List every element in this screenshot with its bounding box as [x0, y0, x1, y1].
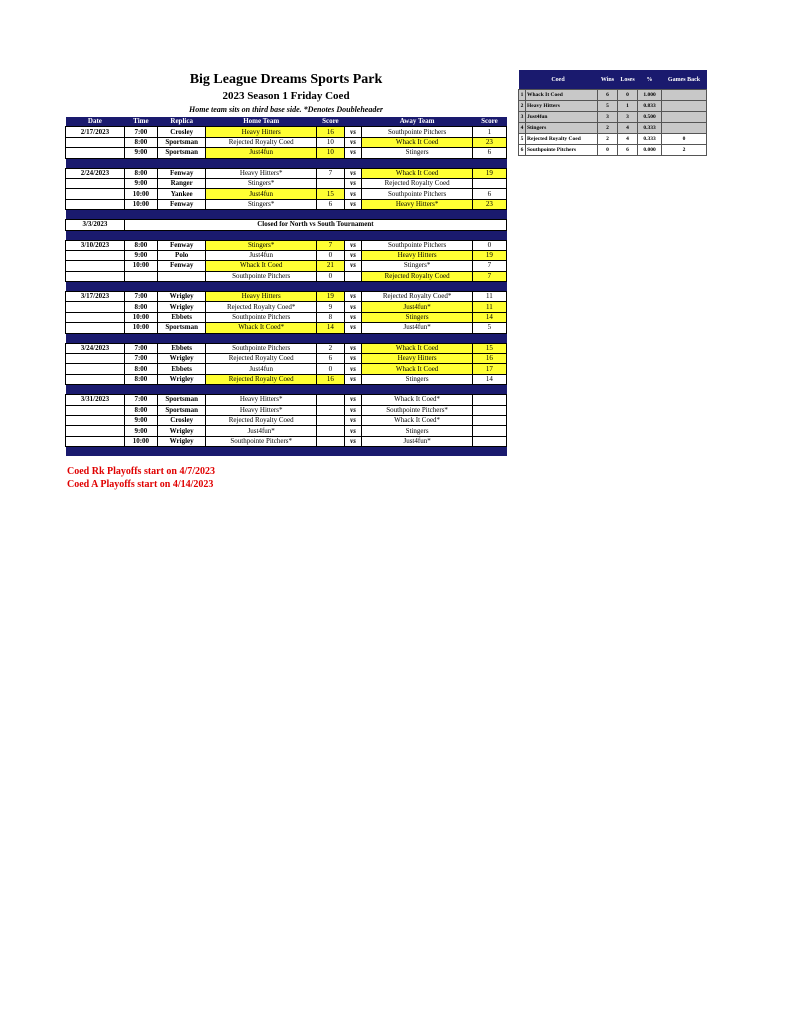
vs-cell: vs	[344, 178, 362, 188]
time-cell	[124, 271, 157, 281]
date-cell: 2/24/2023	[66, 168, 125, 178]
date-cell	[66, 189, 125, 199]
header-away-team: Away Team	[362, 117, 473, 127]
away-score-cell: 1	[472, 127, 506, 137]
separator-cell	[66, 447, 507, 457]
home-team-cell: Rejected Royalty Coed	[206, 137, 317, 147]
vs-cell: vs	[344, 364, 362, 374]
away-team-cell: Stingers	[362, 312, 473, 322]
away-score-cell	[472, 436, 506, 446]
home-score-cell: 19	[316, 292, 344, 302]
replica-cell: Wrigley	[157, 436, 206, 446]
header-date: Date	[66, 117, 125, 127]
game-row	[66, 148, 507, 158]
page-subtitle: 2023 Season 1 Friday Coed	[222, 90, 350, 102]
away-team-cell: Southpointe Pitchers	[362, 240, 473, 250]
time-cell: 7:00	[124, 292, 157, 302]
home-team-cell: Just4fun*	[206, 426, 317, 436]
pct-cell: 0.333	[638, 123, 662, 134]
time-cell: 9:00	[124, 250, 157, 260]
separator-cell	[66, 158, 507, 168]
time-cell: 8:00	[124, 240, 157, 250]
home-team-cell: Rejected Royalty Coed	[206, 354, 317, 364]
playoff-note-rk: Coed Rk Playoffs start on 4/7/2023	[67, 466, 216, 477]
date-cell	[66, 354, 125, 364]
date-cell	[66, 178, 125, 188]
vs-cell: vs	[344, 395, 362, 405]
time-cell: 10:00	[124, 323, 157, 333]
date-cell	[66, 405, 125, 415]
replica-cell: Ranger	[157, 178, 206, 188]
replica-cell: Wrigley	[157, 354, 206, 364]
home-score-cell	[316, 415, 344, 425]
wins-cell: 2	[598, 123, 618, 134]
standings-row	[519, 145, 707, 156]
playoff-note-a: Coed A Playoffs start on 4/14/2023	[67, 479, 214, 490]
games-back-cell: 0	[662, 134, 707, 145]
time-cell: 7:00	[124, 354, 157, 364]
week-separator	[66, 333, 507, 343]
home-score-cell: 0	[316, 364, 344, 374]
time-cell: 10:00	[124, 436, 157, 446]
home-team-cell: Just4fun	[206, 148, 317, 158]
date-cell	[66, 199, 125, 209]
time-cell: 8:00	[124, 137, 157, 147]
away-score-cell: 14	[472, 374, 506, 384]
home-team-cell: Heavy Hitters*	[206, 405, 317, 415]
away-team-cell: Whack It Coed*	[362, 415, 473, 425]
home-score-cell: 2	[316, 343, 344, 353]
time-cell: 8:00	[124, 302, 157, 312]
away-team-cell: Stingers	[362, 426, 473, 436]
vs-cell	[344, 271, 362, 281]
game-row	[66, 323, 507, 333]
away-score-cell: 7	[472, 271, 506, 281]
date-cell	[66, 302, 125, 312]
home-team-cell: Just4fun	[206, 364, 317, 374]
replica-cell: Wrigley	[157, 426, 206, 436]
away-score-cell: 14	[472, 312, 506, 322]
date-cell: 3/10/2023	[66, 240, 125, 250]
wins-cell: 2	[598, 134, 618, 145]
date-cell: 3/3/2023	[66, 220, 125, 230]
replica-cell: Wrigley	[157, 292, 206, 302]
home-score-cell: 9	[316, 302, 344, 312]
vs-cell: vs	[344, 292, 362, 302]
vs-cell: vs	[344, 199, 362, 209]
date-cell	[66, 137, 125, 147]
away-team-cell: Heavy Hitters	[362, 250, 473, 260]
home-team-cell: Southpointe Pitchers	[206, 312, 317, 322]
home-team-cell: Southpointe Pitchers*	[206, 436, 317, 446]
away-score-cell: 11	[472, 292, 506, 302]
away-score-cell: 15	[472, 343, 506, 353]
loses-cell: 6	[618, 145, 638, 156]
standings-header-wins: Wins	[598, 70, 618, 90]
game-row	[66, 199, 507, 209]
time-cell: 9:00	[124, 426, 157, 436]
standings-header-games-back: Games Back	[662, 70, 707, 90]
away-team-cell: Southpointe Pitchers	[362, 127, 473, 137]
vs-cell: vs	[344, 323, 362, 333]
game-row	[66, 343, 507, 353]
away-score-cell	[472, 426, 506, 436]
game-row	[66, 312, 507, 322]
header-time: Time	[124, 117, 157, 127]
standings-row	[519, 134, 707, 145]
replica-cell: Fenway	[157, 168, 206, 178]
away-score-cell: 23	[472, 137, 506, 147]
away-score-cell: 6	[472, 148, 506, 158]
game-row	[66, 250, 507, 260]
game-row	[66, 271, 507, 281]
replica-cell: Sportsman	[157, 395, 206, 405]
replica-cell: Ebbets	[157, 364, 206, 374]
pct-cell: 0.500	[638, 112, 662, 123]
team-cell: Rejected Royalty Coed	[526, 134, 598, 145]
game-row	[66, 168, 507, 178]
vs-cell: vs	[344, 415, 362, 425]
vs-cell: vs	[344, 261, 362, 271]
home-score-cell: 10	[316, 148, 344, 158]
date-cell	[66, 364, 125, 374]
pct-cell: 0.833	[638, 101, 662, 112]
home-team-cell: Rejected Royalty Coed	[206, 374, 317, 384]
replica-cell: Wrigley	[157, 302, 206, 312]
away-team-cell: Stingers*	[362, 261, 473, 271]
vs-cell: vs	[344, 312, 362, 322]
header-away-score: Score	[472, 117, 506, 127]
home-team-cell: Heavy Hitters	[206, 127, 317, 137]
home-team-cell: Whack It Coed*	[206, 323, 317, 333]
away-score-cell	[472, 395, 506, 405]
home-score-cell: 8	[316, 312, 344, 322]
home-score-cell: 10	[316, 137, 344, 147]
game-row	[66, 178, 507, 188]
rank-cell: 5	[519, 134, 526, 145]
separator-cell	[66, 385, 507, 395]
away-score-cell: 19	[472, 250, 506, 260]
standings-body	[519, 90, 707, 156]
home-score-cell: 0	[316, 250, 344, 260]
rank-cell: 2	[519, 101, 526, 112]
time-cell: 9:00	[124, 148, 157, 158]
time-cell: 10:00	[124, 199, 157, 209]
away-score-cell	[472, 178, 506, 188]
away-team-cell: Stingers	[362, 148, 473, 158]
date-cell: 3/31/2023	[66, 395, 125, 405]
replica-cell: Sportsman	[157, 323, 206, 333]
week-separator	[66, 447, 507, 457]
week-separator	[66, 210, 507, 220]
home-score-cell: 7	[316, 168, 344, 178]
date-cell	[66, 148, 125, 158]
away-team-cell: Southpointe Pitchers	[362, 189, 473, 199]
away-team-cell: Rejected Royalty Coed*	[362, 292, 473, 302]
date-cell	[66, 312, 125, 322]
away-team-cell: Just4fun*	[362, 323, 473, 333]
away-team-cell: Whack It Coed	[362, 137, 473, 147]
home-team-cell: Southpointe Pitchers	[206, 343, 317, 353]
game-row	[66, 426, 507, 436]
pct-cell: 0.000	[638, 145, 662, 156]
game-row	[66, 302, 507, 312]
standings-header-loses: Loses	[618, 70, 638, 90]
time-cell: 7:00	[124, 343, 157, 353]
home-score-cell	[316, 436, 344, 446]
date-cell	[66, 415, 125, 425]
vs-cell: vs	[344, 354, 362, 364]
replica-cell: Polo	[157, 250, 206, 260]
rank-cell: 4	[519, 123, 526, 134]
separator-cell	[66, 230, 507, 240]
away-team-cell: Whack It Coed	[362, 364, 473, 374]
games-back-cell	[662, 90, 707, 101]
time-cell: 7:00	[124, 395, 157, 405]
away-score-cell	[472, 415, 506, 425]
time-cell: 9:00	[124, 415, 157, 425]
date-cell: 3/17/2023	[66, 292, 125, 302]
games-back-cell	[662, 123, 707, 134]
standings-table	[518, 70, 707, 156]
away-score-cell: 17	[472, 364, 506, 374]
replica-cell: Sportsman	[157, 137, 206, 147]
home-score-cell: 6	[316, 199, 344, 209]
date-cell	[66, 250, 125, 260]
game-row	[66, 395, 507, 405]
vs-cell: vs	[344, 148, 362, 158]
vs-cell: vs	[344, 374, 362, 384]
wins-cell: 3	[598, 112, 618, 123]
wins-cell: 5	[598, 101, 618, 112]
away-team-cell: Whack It Coed	[362, 343, 473, 353]
game-row	[66, 189, 507, 199]
replica-cell: Sportsman	[157, 148, 206, 158]
home-score-cell: 0	[316, 271, 344, 281]
wins-cell: 0	[598, 145, 618, 156]
week-separator	[66, 158, 507, 168]
home-score-cell: 21	[316, 261, 344, 271]
home-score-cell	[316, 395, 344, 405]
standings-header-row	[519, 70, 707, 90]
pct-cell: 0.333	[638, 134, 662, 145]
vs-cell: vs	[344, 240, 362, 250]
home-team-cell: Heavy Hitters*	[206, 168, 317, 178]
home-score-cell: 15	[316, 189, 344, 199]
team-cell: Southpointe Pitchers	[526, 145, 598, 156]
time-cell: 7:00	[124, 127, 157, 137]
loses-cell: 0	[618, 90, 638, 101]
replica-cell: Crosley	[157, 127, 206, 137]
header-home-team: Home Team	[206, 117, 317, 127]
game-row	[66, 127, 507, 137]
away-team-cell: Rejected Royalty Coed	[362, 271, 473, 281]
away-score-cell: 11	[472, 302, 506, 312]
separator-cell	[66, 210, 507, 220]
standings-row	[519, 90, 707, 101]
away-score-cell: 5	[472, 323, 506, 333]
away-score-cell: 7	[472, 261, 506, 271]
week-separator	[66, 230, 507, 240]
away-team-cell: Rejected Royalty Coed	[362, 178, 473, 188]
replica-cell: Ebbets	[157, 343, 206, 353]
away-team-cell: Heavy Hitters*	[362, 199, 473, 209]
replica-cell	[157, 271, 206, 281]
vs-cell: vs	[344, 343, 362, 353]
time-cell: 8:00	[124, 405, 157, 415]
away-team-cell: Just4fun*	[362, 436, 473, 446]
rank-cell: 6	[519, 145, 526, 156]
games-back-cell	[662, 101, 707, 112]
home-score-cell	[316, 405, 344, 415]
date-cell: 2/17/2023	[66, 127, 125, 137]
standings-header-coed: Coed	[519, 70, 598, 90]
closed-row	[66, 220, 507, 230]
game-row	[66, 374, 507, 384]
header-replica: Replica	[157, 117, 206, 127]
time-cell: 10:00	[124, 261, 157, 271]
home-team-cell: Heavy Hitters*	[206, 395, 317, 405]
home-score-cell	[316, 178, 344, 188]
standings-row	[519, 101, 707, 112]
team-cell: Stingers	[526, 123, 598, 134]
separator-cell	[66, 282, 507, 292]
vs-cell: vs	[344, 127, 362, 137]
home-team-cell: Whack It Coed	[206, 261, 317, 271]
game-row	[66, 405, 507, 415]
away-team-cell: Southpointe Pitchers*	[362, 405, 473, 415]
vs-cell: vs	[344, 189, 362, 199]
replica-cell: Fenway	[157, 199, 206, 209]
games-back-cell	[662, 112, 707, 123]
header-vs	[344, 117, 362, 127]
time-cell: 8:00	[124, 374, 157, 384]
away-score-cell: 0	[472, 240, 506, 250]
time-cell: 10:00	[124, 189, 157, 199]
date-cell	[66, 426, 125, 436]
loses-cell: 1	[618, 101, 638, 112]
vs-cell: vs	[344, 250, 362, 260]
time-cell: 8:00	[124, 168, 157, 178]
home-team-cell: Rejected Royalty Coed*	[206, 302, 317, 312]
time-cell: 9:00	[124, 178, 157, 188]
time-cell: 8:00	[124, 364, 157, 374]
vs-cell: vs	[344, 426, 362, 436]
wins-cell: 6	[598, 90, 618, 101]
schedule-body	[66, 127, 507, 456]
date-cell	[66, 271, 125, 281]
vs-cell: vs	[344, 436, 362, 446]
home-team-cell: Southpointe Pitchers	[206, 271, 317, 281]
vs-cell: vs	[344, 168, 362, 178]
loses-cell: 4	[618, 123, 638, 134]
home-team-cell: Stingers*	[206, 178, 317, 188]
home-score-cell: 16	[316, 374, 344, 384]
away-team-cell: Just4fun*	[362, 302, 473, 312]
game-row	[66, 364, 507, 374]
replica-cell: Fenway	[157, 261, 206, 271]
away-team-cell: Whack It Coed*	[362, 395, 473, 405]
date-cell	[66, 374, 125, 384]
home-team-cell: Just4fun	[206, 250, 317, 260]
standings-row	[519, 123, 707, 134]
games-back-cell: 2	[662, 145, 707, 156]
home-team-cell: Stingers*	[206, 240, 317, 250]
away-score-cell	[472, 405, 506, 415]
date-cell: 3/24/2023	[66, 343, 125, 353]
home-team-cell: Stingers*	[206, 199, 317, 209]
vs-cell: vs	[344, 302, 362, 312]
loses-cell: 3	[618, 112, 638, 123]
separator-cell	[66, 333, 507, 343]
closed-note: Closed for North vs South Tournament	[124, 220, 506, 230]
schedule-table	[65, 117, 507, 456]
replica-cell: Wrigley	[157, 374, 206, 384]
replica-cell: Yankee	[157, 189, 206, 199]
replica-cell: Fenway	[157, 240, 206, 250]
game-row	[66, 354, 507, 364]
away-team-cell: Heavy Hitters	[362, 354, 473, 364]
replica-cell: Ebbets	[157, 312, 206, 322]
standings-row	[519, 112, 707, 123]
home-team-cell: Heavy Hitters	[206, 292, 317, 302]
game-row	[66, 137, 507, 147]
home-score-cell: 7	[316, 240, 344, 250]
game-row	[66, 261, 507, 271]
vs-cell: vs	[344, 137, 362, 147]
away-team-cell: Stingers	[362, 374, 473, 384]
home-score-cell	[316, 426, 344, 436]
rank-cell: 3	[519, 112, 526, 123]
schedule-header-row	[66, 117, 507, 127]
page-title: Big League Dreams Sports Park	[189, 72, 383, 87]
away-team-cell: Whack It Coed	[362, 168, 473, 178]
away-score-cell: 23	[472, 199, 506, 209]
loses-cell: 4	[618, 134, 638, 145]
week-separator	[66, 282, 507, 292]
week-separator	[66, 385, 507, 395]
game-row	[66, 292, 507, 302]
away-score-cell: 6	[472, 189, 506, 199]
date-cell	[66, 323, 125, 333]
date-cell	[66, 436, 125, 446]
replica-cell: Crosley	[157, 415, 206, 425]
home-team-cell: Just4fun	[206, 189, 317, 199]
rank-cell: 1	[519, 90, 526, 101]
game-row	[66, 240, 507, 250]
vs-cell: vs	[344, 405, 362, 415]
game-row	[66, 436, 507, 446]
page-note: Home team sits on third base side. *Denotes Doubleheader	[189, 105, 383, 114]
standings-header-pct: %	[638, 70, 662, 90]
game-row	[66, 415, 507, 425]
time-cell: 10:00	[124, 312, 157, 322]
home-score-cell: 16	[316, 127, 344, 137]
home-score-cell: 14	[316, 323, 344, 333]
replica-cell: Sportsman	[157, 405, 206, 415]
team-cell: Just4fun	[526, 112, 598, 123]
home-score-cell: 6	[316, 354, 344, 364]
team-cell: Whack It Coed	[526, 90, 598, 101]
team-cell: Heavy Hitters	[526, 101, 598, 112]
away-score-cell: 16	[472, 354, 506, 364]
header-home-score: Score	[316, 117, 344, 127]
date-cell	[66, 261, 125, 271]
away-score-cell: 19	[472, 168, 506, 178]
pct-cell: 1.000	[638, 90, 662, 101]
home-team-cell: Rejected Royalty Coed	[206, 415, 317, 425]
